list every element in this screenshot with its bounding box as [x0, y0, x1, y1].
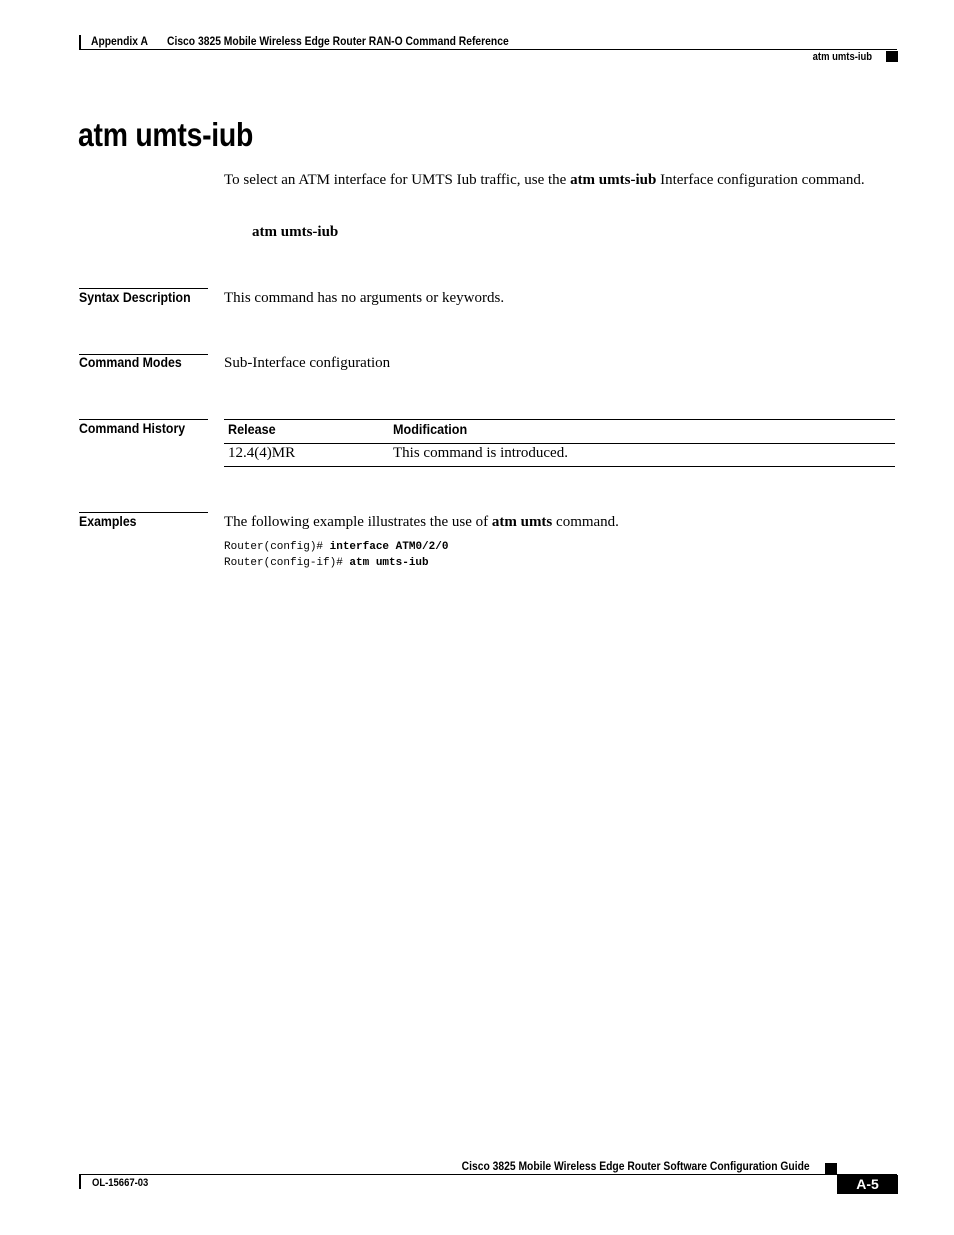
table-row [224, 444, 895, 467]
syntax-description-label: Syntax Description [79, 289, 191, 305]
page-title: atm umts-iub [78, 116, 254, 153]
examples-text-after: command. [552, 514, 619, 530]
code-prompt: Router(config-if)# [224, 557, 350, 569]
code-line [224, 555, 429, 571]
examples-text-before: The following example illustrates the use of [224, 514, 492, 530]
release-cell: 12.4(4)MR [228, 445, 296, 461]
footer-doc-number: OL-15667-03 [92, 1177, 149, 1189]
header-marker-block [886, 51, 898, 62]
column-header-release: Release [228, 421, 276, 437]
command-modes-label: Command Modes [79, 354, 182, 370]
footer-left-bar [79, 1174, 81, 1189]
header-appendix: Appendix A [91, 34, 148, 48]
intro-command: atm umts-iub [570, 172, 657, 188]
header-rule [79, 49, 897, 50]
footer-marker-block [825, 1163, 837, 1174]
table-header-row [224, 420, 895, 444]
code-command: atm umts-iub [349, 557, 429, 569]
examples-text [224, 513, 619, 531]
command-history-label: Command History [79, 420, 186, 436]
column-header-modification: Modification [393, 421, 468, 437]
header-left-bar [79, 35, 81, 50]
command-syntax: atm umts-iub [252, 224, 339, 240]
command-history-table [224, 419, 895, 467]
header-section: atm umts-iub [812, 51, 872, 63]
intro-text-before: To select an ATM interface for UMTS Iub traffic, use the [224, 172, 571, 188]
header-title: Cisco 3825 Mobile Wireless Edge Router RAN-O Command Reference [167, 34, 509, 48]
examples-command: atm umts [491, 514, 553, 530]
footer-guide-title: Cisco 3825 Mobile Wireless Edge Router Software Configuration Guide [462, 1159, 810, 1173]
page-number: A-5 [837, 1175, 898, 1194]
footer-rule [79, 1174, 897, 1175]
syntax-description-text: This command has no arguments or keywords. [224, 290, 505, 306]
code-command: interface ATM0/2/0 [329, 541, 449, 553]
intro-text-after: Interface configuration command. [656, 172, 865, 188]
intro-paragraph [224, 171, 884, 189]
modification-cell: This command is introduced. [393, 445, 568, 461]
code-prompt: Router(config)# [224, 541, 330, 553]
examples-label: Examples [79, 513, 137, 529]
code-line [224, 539, 448, 555]
command-modes-text: Sub-Interface configuration [224, 355, 391, 371]
